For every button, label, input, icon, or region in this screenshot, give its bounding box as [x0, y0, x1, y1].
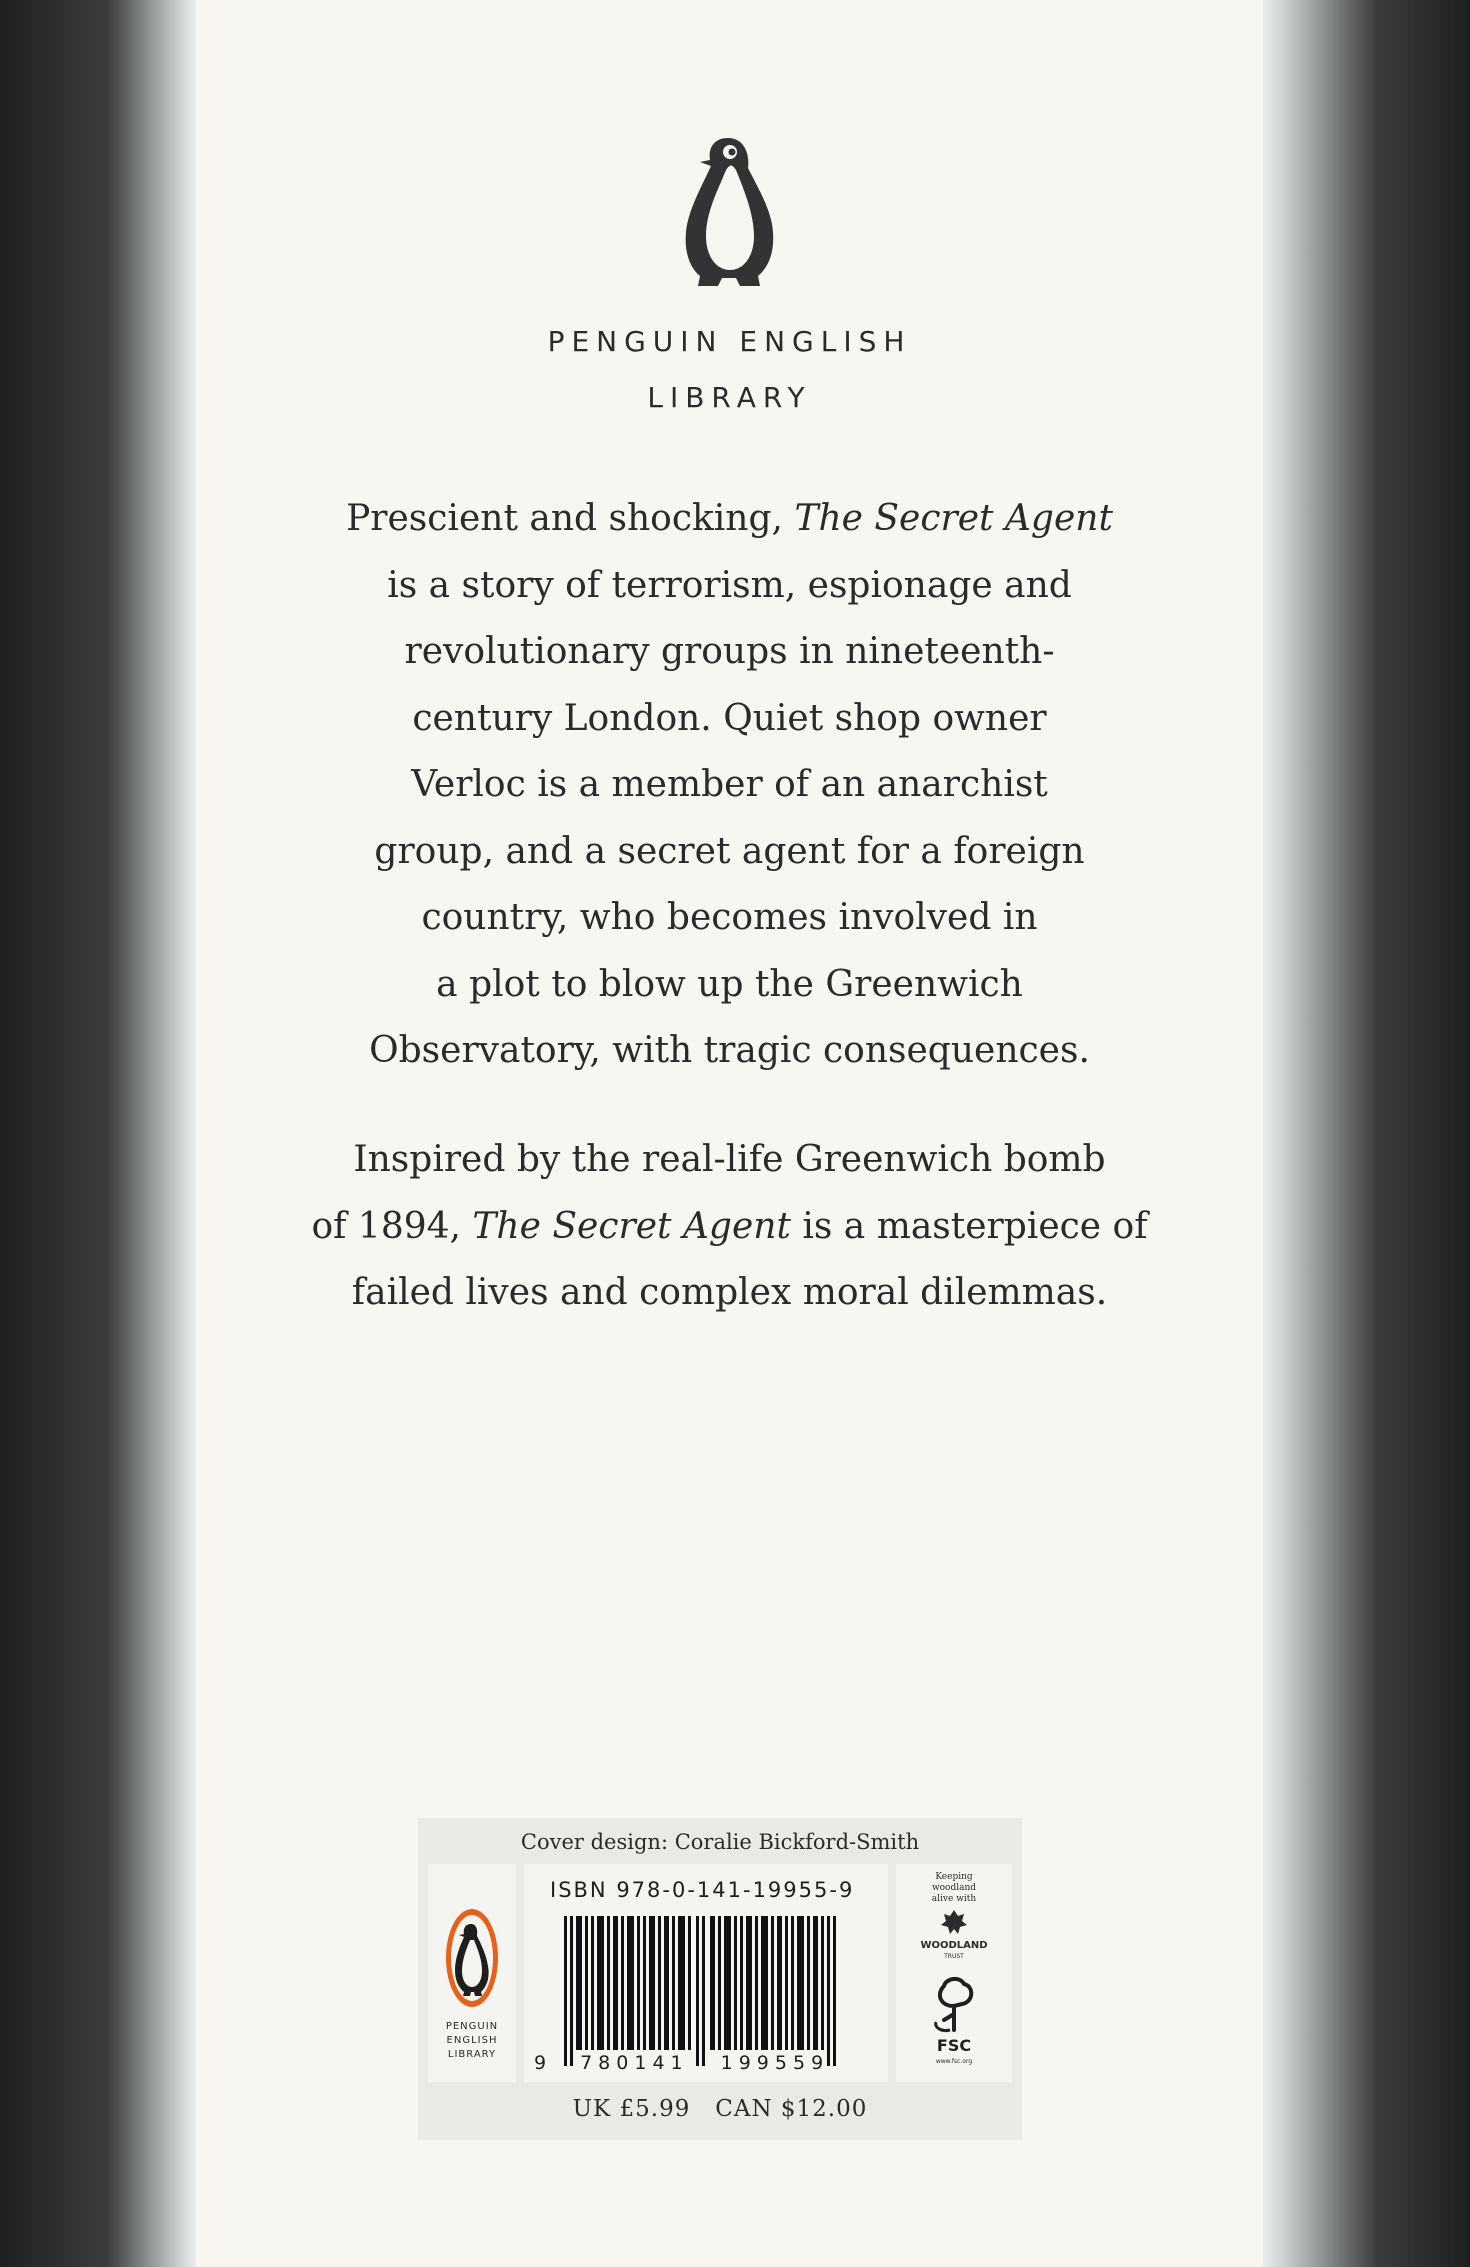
woodland-trust-tagline: Keeping woodland alive with	[931, 1872, 977, 1904]
blurb-line: Inspired by the real-life Greenwich bomb	[353, 1139, 1106, 1180]
woodland-trust-icon	[940, 1908, 968, 1936]
woodland-trust-name: WOODLAND	[920, 1940, 988, 1951]
penguin-logo-icon	[678, 128, 782, 296]
isbn-number: ISBN 978-0-141-19955-9	[550, 1878, 855, 1902]
barcode-panel	[418, 1818, 1022, 2140]
blurb-line: Verloc is a member of an anarchist	[411, 764, 1048, 805]
blurb-line: is a story of terrorism, espionage and	[387, 564, 1072, 606]
publisher-logo-box	[428, 1864, 516, 2082]
book-edge-right	[1263, 0, 1470, 2267]
fsc-label: FSC	[936, 2036, 972, 2055]
fsc-tree-icon	[930, 1972, 978, 2034]
cover-credit: Cover design: Coralie Bickford-Smith	[520, 1830, 920, 1854]
publisher-logo-text: PENGUIN ENGLISH LIBRARY	[445, 2021, 499, 2060]
back-cover	[196, 0, 1263, 2267]
penguin-orange-logo-icon	[445, 1908, 499, 2008]
imprint-line-2: LIBRARY	[647, 381, 812, 414]
imprint-label	[196, 314, 1263, 426]
blurb-line: group, and a secret agent for a foreign	[374, 830, 1085, 872]
penguin-logo	[196, 128, 1263, 300]
barcode	[564, 1916, 854, 2066]
certification-box	[896, 1864, 1012, 2082]
blurb-line: a plot to blow up the Greenwich	[436, 963, 1023, 1005]
blurb-line: of 1894, The Secret Agent is a masterpiece of	[311, 1205, 1148, 1247]
imprint-line-1: PENGUIN ENGLISH	[547, 325, 912, 358]
price-label: UK £5.99 CAN $12.00	[572, 2096, 868, 2122]
blurb-line: century London. Quiet shop owner	[412, 697, 1047, 739]
blurb-line: Prescient and shocking, The Secret Agent	[346, 498, 1113, 539]
blurb-paragraph-2	[276, 1127, 1183, 1327]
isbn-box	[524, 1864, 888, 2082]
book-title: The Secret Agent	[794, 498, 1113, 539]
blurb-line: country, who becomes involved in	[421, 897, 1038, 938]
book-spine-edge-left	[0, 0, 196, 2267]
blurb-line: revolutionary groups in nineteenth-	[404, 631, 1055, 672]
book-title: The Secret Agent	[472, 1205, 791, 1247]
barcode-digits: 9 780141 199559	[534, 2052, 830, 2074]
blurb-line: failed lives and complex moral dilemmas.	[351, 1272, 1108, 1313]
woodland-trust-sub: TRUST	[944, 1953, 964, 1960]
fsc-url: www.fsc.org	[935, 2058, 973, 2065]
blurb-line: Observatory, with tragic consequences.	[369, 1030, 1090, 1071]
blurb-paragraph-1	[276, 486, 1183, 1085]
